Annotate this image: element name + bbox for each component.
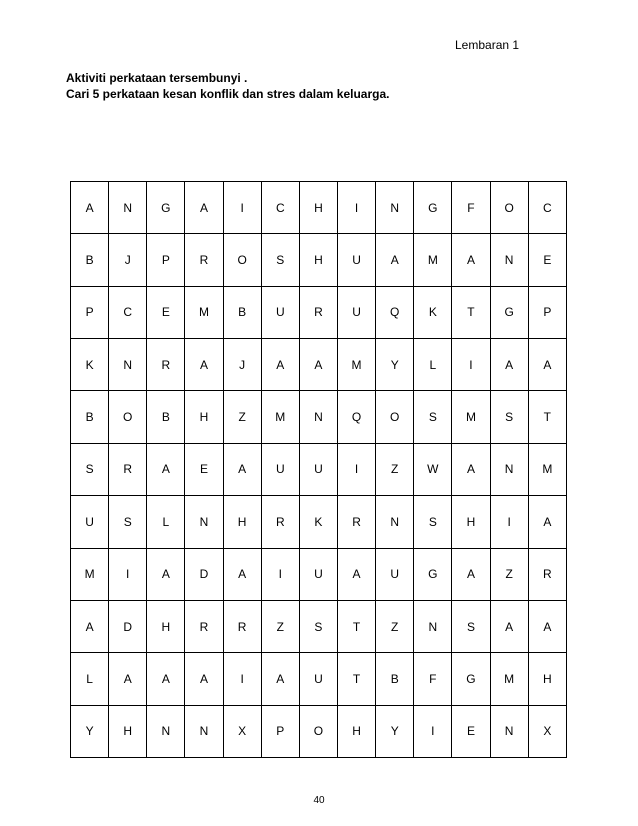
grid-cell[interactable]: Y (376, 705, 414, 757)
grid-row (71, 443, 567, 495)
grid-cell[interactable]: A (528, 339, 566, 391)
grid-cell[interactable]: T (528, 391, 566, 443)
grid-cell[interactable]: N (490, 234, 528, 286)
grid-cell[interactable]: Q (376, 286, 414, 338)
grid-cell[interactable]: B (376, 653, 414, 705)
grid-cell[interactable]: U (299, 653, 337, 705)
grid-cell[interactable]: A (299, 339, 337, 391)
grid-row (71, 705, 567, 757)
grid-cell[interactable]: A (71, 600, 109, 652)
grid-cell[interactable]: A (452, 548, 490, 600)
grid-cell[interactable]: A (223, 443, 261, 495)
grid-row (71, 496, 567, 548)
grid-cell[interactable]: H (337, 705, 375, 757)
grid-cell[interactable]: N (490, 705, 528, 757)
grid-cell[interactable]: S (490, 391, 528, 443)
grid-cell[interactable]: N (185, 496, 223, 548)
grid-cell[interactable]: I (261, 548, 299, 600)
grid-cell[interactable]: E (147, 286, 185, 338)
grid-cell[interactable]: R (109, 443, 147, 495)
grid-cell[interactable]: H (185, 391, 223, 443)
grid-cell[interactable]: J (109, 234, 147, 286)
grid-cell[interactable]: O (299, 705, 337, 757)
grid-cell[interactable]: R (528, 548, 566, 600)
sheet-label: Lembaran 1 (455, 38, 520, 52)
grid-cell[interactable]: L (414, 339, 452, 391)
grid-row (71, 286, 567, 338)
grid-cell[interactable]: I (223, 653, 261, 705)
grid-cell[interactable]: M (414, 234, 452, 286)
grid-cell[interactable]: A (185, 339, 223, 391)
grid-cell[interactable]: S (261, 234, 299, 286)
grid-cell[interactable]: C (528, 182, 566, 234)
grid-row (71, 339, 567, 391)
grid-cell[interactable]: L (147, 496, 185, 548)
grid-row (71, 182, 567, 234)
grid-cell[interactable]: F (452, 182, 490, 234)
grid-cell[interactable]: M (261, 391, 299, 443)
grid-cell[interactable]: A (261, 339, 299, 391)
grid-cell[interactable]: H (147, 600, 185, 652)
grid-cell[interactable]: Z (376, 443, 414, 495)
grid-cell[interactable]: O (223, 234, 261, 286)
grid-cell[interactable]: O (490, 182, 528, 234)
grid-cell[interactable]: M (452, 391, 490, 443)
grid-cell[interactable]: G (414, 182, 452, 234)
grid-cell[interactable]: U (261, 286, 299, 338)
grid-cell[interactable]: U (337, 234, 375, 286)
grid-cell[interactable]: J (223, 339, 261, 391)
grid-cell[interactable]: S (414, 496, 452, 548)
grid-cell[interactable]: S (414, 391, 452, 443)
grid-cell[interactable]: G (414, 548, 452, 600)
grid-row (71, 600, 567, 652)
grid-cell[interactable]: Z (490, 548, 528, 600)
grid-cell[interactable]: A (376, 234, 414, 286)
grid-cell[interactable]: A (147, 653, 185, 705)
grid-cell[interactable]: N (414, 600, 452, 652)
grid-cell[interactable]: Q (337, 391, 375, 443)
grid-cell[interactable]: S (71, 443, 109, 495)
grid-row (71, 653, 567, 705)
grid-cell[interactable]: R (337, 496, 375, 548)
grid-cell[interactable]: H (299, 182, 337, 234)
grid-cell[interactable]: S (452, 600, 490, 652)
grid-cell[interactable]: O (376, 391, 414, 443)
grid-cell[interactable]: A (147, 443, 185, 495)
grid-cell[interactable]: M (71, 548, 109, 600)
grid-cell[interactable]: U (299, 548, 337, 600)
grid-cell[interactable]: C (261, 182, 299, 234)
grid-cell[interactable]: Z (376, 600, 414, 652)
grid-cell[interactable]: R (299, 286, 337, 338)
grid-cell[interactable]: O (109, 391, 147, 443)
grid-cell[interactable]: U (261, 443, 299, 495)
grid-cell[interactable]: E (185, 443, 223, 495)
grid-cell[interactable]: G (452, 653, 490, 705)
grid-cell[interactable]: I (337, 443, 375, 495)
grid-cell[interactable]: A (109, 653, 147, 705)
grid-cell[interactable]: H (223, 496, 261, 548)
grid-cell[interactable]: D (185, 548, 223, 600)
grid-cell[interactable]: P (261, 705, 299, 757)
grid-cell[interactable]: S (299, 600, 337, 652)
instructions-task: Cari 5 perkataan kesan konflik dan stres dalam keluarga. (66, 87, 390, 101)
instructions-title: Aktiviti perkataan tersembunyi . (66, 71, 248, 85)
grid-cell[interactable]: H (452, 496, 490, 548)
grid-cell[interactable]: A (452, 234, 490, 286)
grid-cell[interactable]: B (71, 234, 109, 286)
grid-cell[interactable]: A (185, 182, 223, 234)
grid-cell[interactable]: T (337, 653, 375, 705)
grid-cell[interactable]: K (71, 339, 109, 391)
grid-cell[interactable]: U (337, 286, 375, 338)
grid-cell[interactable]: T (337, 600, 375, 652)
grid-cell[interactable]: P (71, 286, 109, 338)
word-search-grid (70, 181, 567, 758)
grid-cell[interactable]: I (337, 182, 375, 234)
grid-cell[interactable]: A (528, 496, 566, 548)
instructions (66, 70, 389, 102)
grid-cell[interactable]: A (185, 653, 223, 705)
grid-cell[interactable]: N (109, 182, 147, 234)
grid-cell[interactable]: C (109, 286, 147, 338)
grid-cell[interactable]: N (299, 391, 337, 443)
grid-cell[interactable]: I (490, 496, 528, 548)
grid-cell[interactable]: G (490, 286, 528, 338)
grid-cell[interactable]: K (414, 286, 452, 338)
grid-cell[interactable]: M (185, 286, 223, 338)
grid-cell[interactable]: M (528, 443, 566, 495)
grid-cell[interactable]: A (71, 182, 109, 234)
grid-cell[interactable]: G (147, 182, 185, 234)
grid-cell[interactable]: A (337, 548, 375, 600)
grid-cell[interactable]: Y (376, 339, 414, 391)
grid-cell[interactable]: A (528, 600, 566, 652)
grid-cell[interactable]: D (109, 600, 147, 652)
grid-cell[interactable]: N (376, 182, 414, 234)
grid-cell[interactable]: I (414, 705, 452, 757)
grid-cell[interactable]: H (299, 234, 337, 286)
grid-cell[interactable]: A (223, 548, 261, 600)
grid-cell[interactable]: R (185, 234, 223, 286)
grid-cell[interactable]: X (223, 705, 261, 757)
grid-cell[interactable]: A (490, 600, 528, 652)
grid-row (71, 234, 567, 286)
grid-cell[interactable]: T (452, 286, 490, 338)
grid-cell[interactable]: N (147, 705, 185, 757)
grid-cell[interactable]: L (71, 653, 109, 705)
grid-cell[interactable]: I (452, 339, 490, 391)
grid-cell[interactable]: U (299, 443, 337, 495)
grid-cell[interactable]: I (109, 548, 147, 600)
grid-cell[interactable]: E (528, 234, 566, 286)
grid-cell[interactable]: H (528, 653, 566, 705)
page-number: 40 (313, 795, 325, 806)
grid-cell[interactable]: P (528, 286, 566, 338)
grid-row (71, 548, 567, 600)
grid-cell[interactable]: U (376, 548, 414, 600)
grid-cell[interactable]: E (452, 705, 490, 757)
grid-cell[interactable]: Z (223, 391, 261, 443)
grid-cell[interactable]: N (376, 496, 414, 548)
grid-cell[interactable]: R (223, 600, 261, 652)
grid-cell[interactable]: B (223, 286, 261, 338)
grid-cell[interactable]: M (337, 339, 375, 391)
grid-cell[interactable]: R (261, 496, 299, 548)
grid-cell[interactable]: B (71, 391, 109, 443)
grid-cell[interactable]: U (71, 496, 109, 548)
grid-cell[interactable]: N (109, 339, 147, 391)
grid-cell[interactable]: X (528, 705, 566, 757)
grid-cell[interactable]: Z (261, 600, 299, 652)
grid-cell[interactable]: A (261, 653, 299, 705)
grid-cell[interactable]: R (185, 600, 223, 652)
grid-cell[interactable]: B (147, 391, 185, 443)
grid-cell[interactable]: N (185, 705, 223, 757)
grid-cell[interactable]: S (109, 496, 147, 548)
grid-cell[interactable]: W (414, 443, 452, 495)
grid-cell[interactable]: H (109, 705, 147, 757)
grid-cell[interactable]: F (414, 653, 452, 705)
grid-cell[interactable]: R (147, 339, 185, 391)
grid-cell[interactable]: P (147, 234, 185, 286)
grid-cell[interactable]: A (147, 548, 185, 600)
grid-cell[interactable]: Y (71, 705, 109, 757)
grid-cell[interactable]: A (490, 339, 528, 391)
grid-cell[interactable]: A (452, 443, 490, 495)
grid-cell[interactable]: K (299, 496, 337, 548)
grid-cell[interactable]: M (490, 653, 528, 705)
grid-cell[interactable]: I (223, 182, 261, 234)
grid-cell[interactable]: N (490, 443, 528, 495)
grid-row (71, 391, 567, 443)
